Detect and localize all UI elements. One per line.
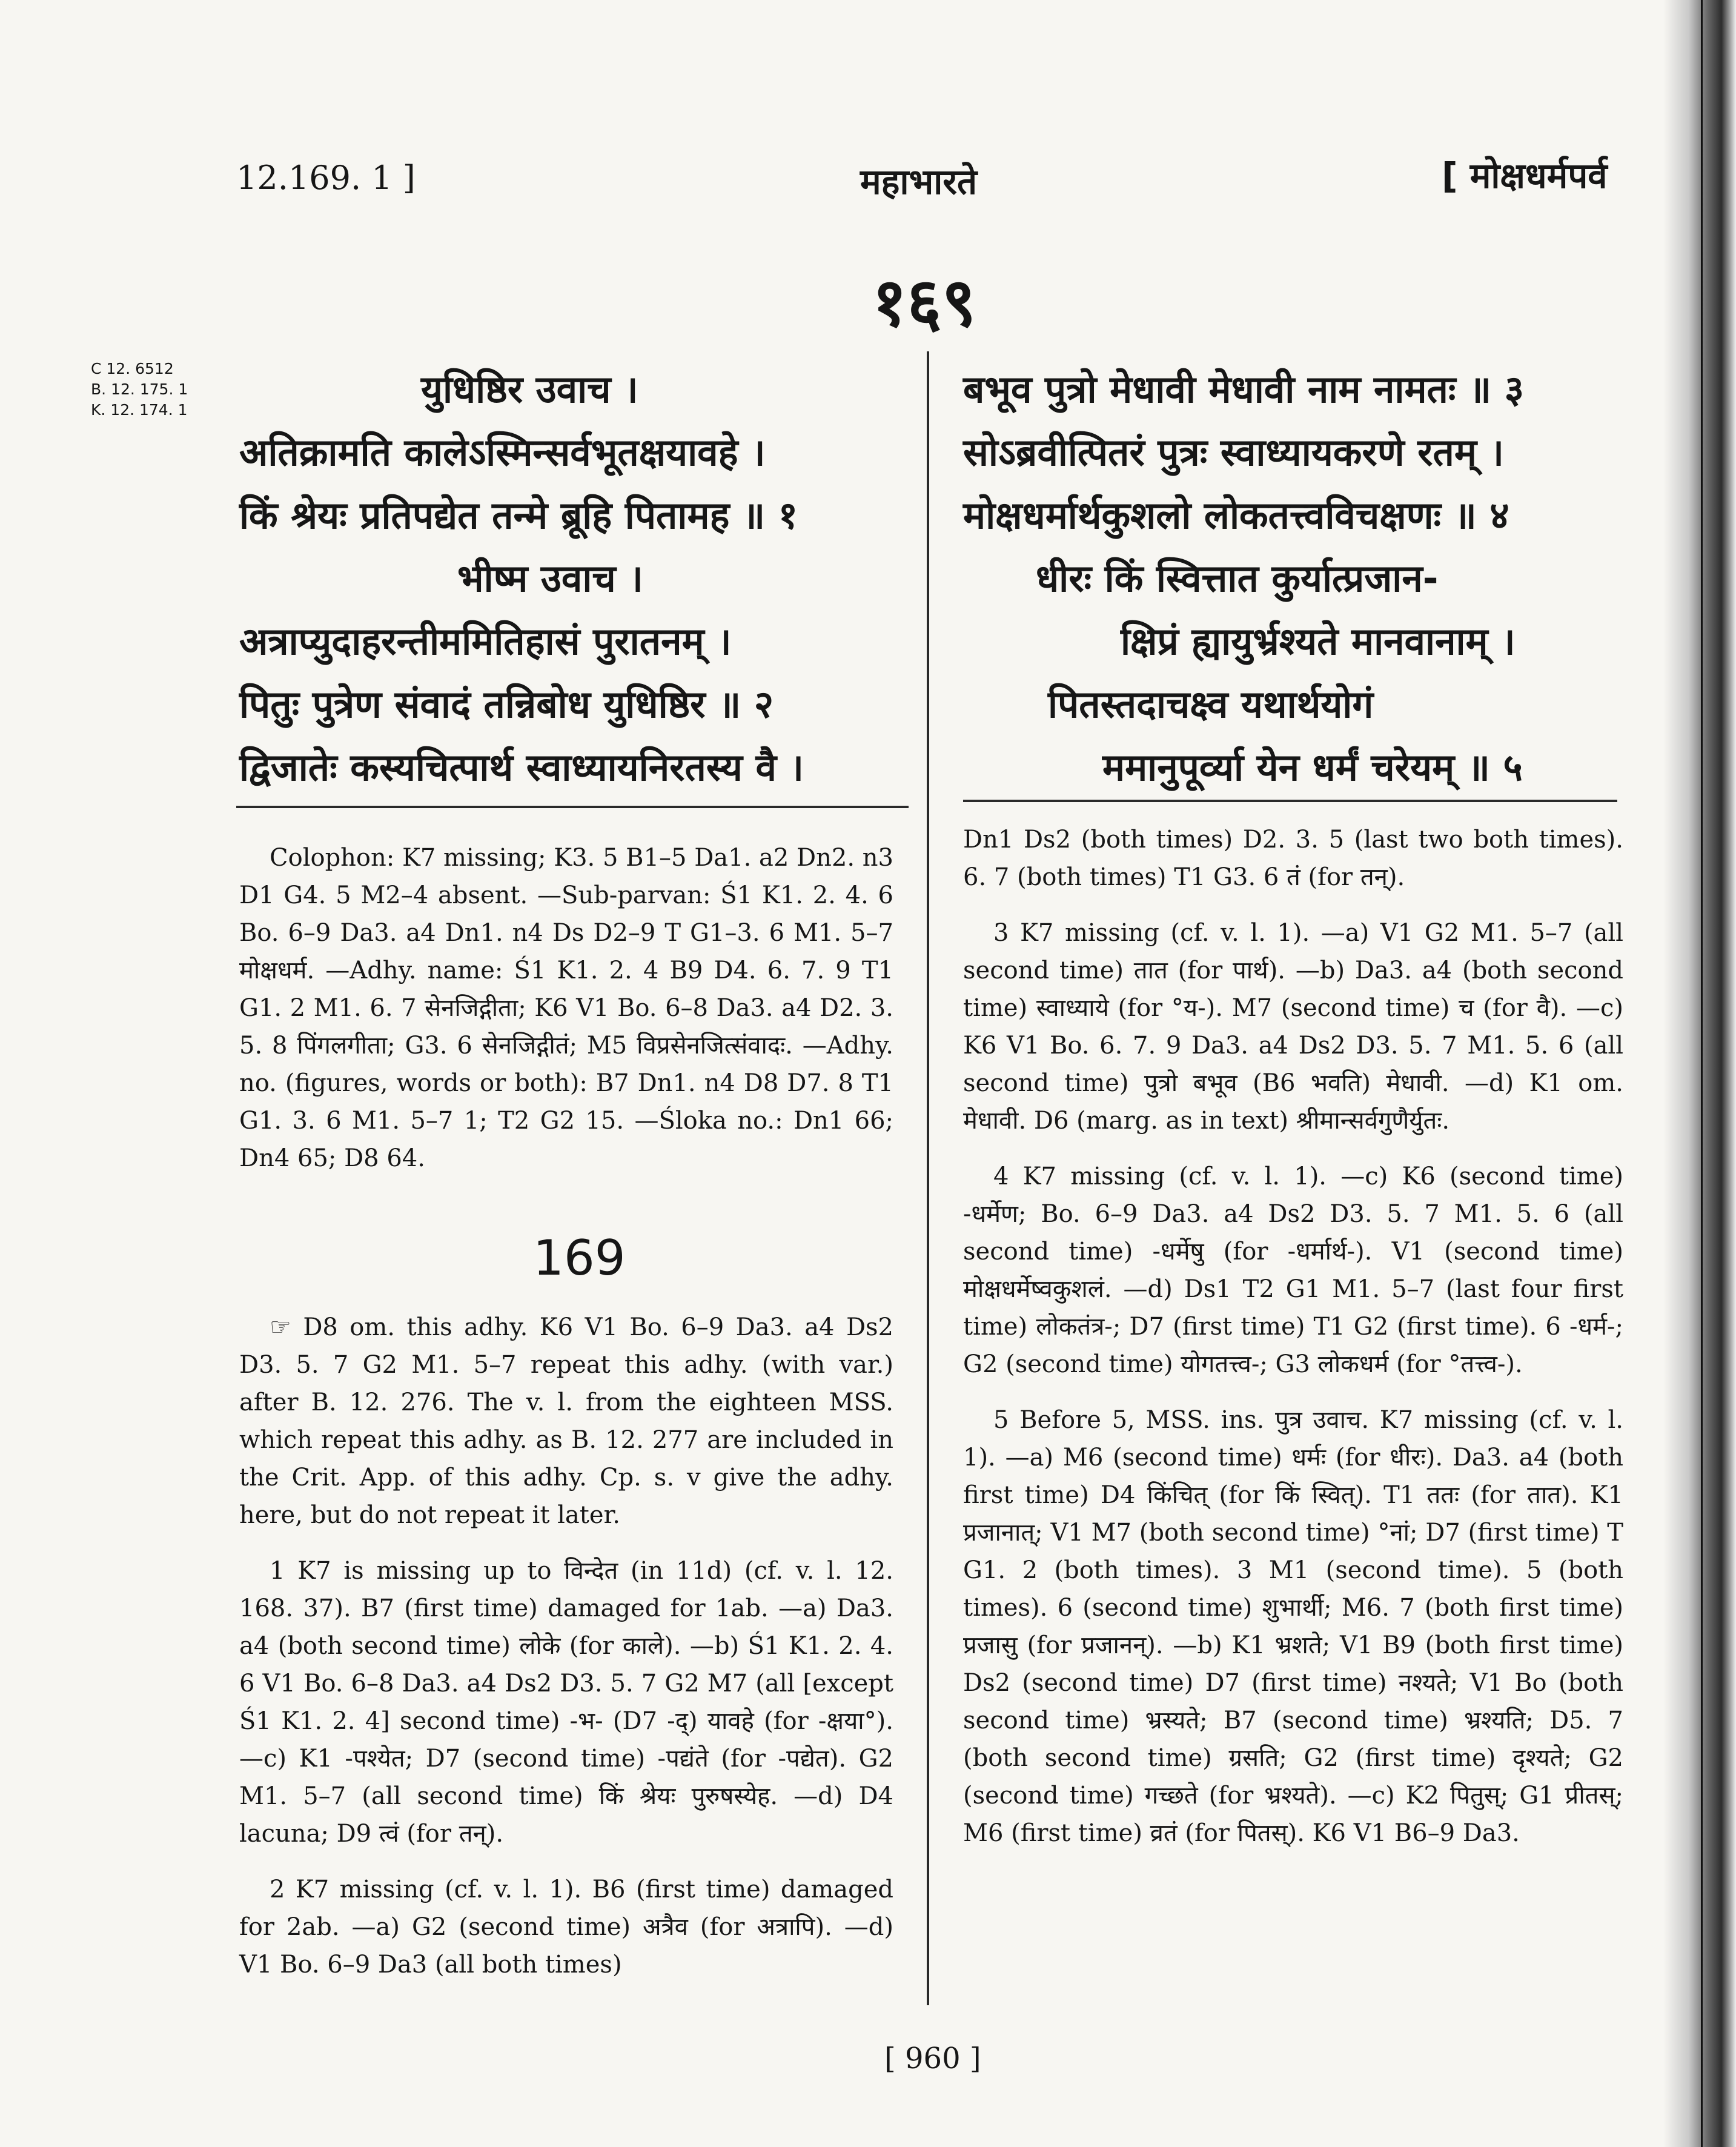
note-paragraph: 3 K7 missing (cf. v. l. 1). —a) V1 G2 M1. 5–7 (all second time) तात (for पार्थ). —b) Da3. a4 (both second time) स्वाध्याये (for °य-). M7 (second time) च (for वै). —c) K6 V1 Bo. 6. 7. 9 Da3. a4 Ds2 D3. 5. 7 M1. 5. 6 (all second time) पुत्रो बभूव (B6 भवति) मेधावी. —d) K1 om. मेधावी. D6 (marg. as in text) श्रीमान्सर्वगुणैर्युतः. [963, 919, 1623, 1135]
chapter-number-devanagari: १६९ [872, 264, 976, 341]
page-edge-line [1701, 0, 1703, 2147]
verse-block-left [239, 367, 804, 812]
concordance-c: C 12. 6512 [91, 360, 174, 377]
note-paragraph: Colophon: K7 missing; K3. 5 B1–5 Da1. a2 Dn2. n3 D1 G4. 5 M2–4 absent. —Sub-parvan: Ś1 K1. 2. 4. 6 Bo. 6–9 Da3. a4 Dn1. n4 Ds D2–9 T G1–3. 6 M1. 5–7 मोक्षधर्म. —Adhy. name: Ś1 K1. 2. 4 B9 D4. 6. 7. 9 T1 G1. 2 M1. 6. 7 सेनजिद्गीता; K6 V1 Bo. 6–8 Da3. a4 D2. 3. 5. 8 पिंगलगीता; G3. 6 सेनजिद्गीतं; M5 विप्रसेनजित्संवादः. —Adhy. no. (figures, words or both): B7 Dn1. n4 D8 D7. 8 T1 G1. 3. 6 M1. 5–7 1; T2 G2 15. —Śloka no.: Dn1 66; Dn4 65; D8 64. [239, 844, 893, 1172]
rule-left [236, 806, 909, 808]
concordance-refs [91, 359, 188, 420]
verse-line: ममानुपूर्व्या येन धर्मं चरेयम् ॥ ५ [1102, 745, 1523, 789]
note-paragraph: ☞ D8 om. this adhy. K6 V1 Bo. 6–9 Da3. a4 Ds2 D3. 5. 7 G2 M1. 5–7 repeat this adhy. (with var.) after B. 12. 276. The v. l. from the eighteen MSS. which repeat this adhy. as B. 12. 277 are included in the Crit. App. of this adhy. Cp. s. v give the adhy. here, but do not repeat it later. [239, 1313, 893, 1529]
chapter-number-arabic: 169 [533, 1230, 626, 1286]
note-paragraph: 4 K7 missing (cf. v. l. 1). —c) K6 (second time) -धर्मेण; Bo. 6–9 Da3. a4 Ds2 D3. 5. 7 M1. 5. 6 (all second time) -धर्मेषु (for -धर्मार्थ-). V1 (second time) मोक्षधर्मेष्वकुशलं. —d) Ds1 T2 G1 M1. 5–7 (last four first time) लोकतंत्र-; D7 (first time) T1 G2 (first time). 6 -धर्म-; G2 (second time) योगतत्त्व-; G3 लोकधर्म (for °तत्त्व-). [963, 1163, 1623, 1378]
verse-line: पितस्तदाचक्ष्व यथार्थयोगं [1048, 682, 1374, 726]
verse-line: क्षिप्रं ह्यायुर्भ्रश्यते मानवानाम् । [1121, 619, 1516, 663]
verse-line: भीष्म उवाच । [457, 556, 643, 600]
note-paragraph: Dn1 Ds2 (both times) D2. 3. 5 (last two both times). 6. 7 (both times) T1 G3. 6 तं (for तन्). [963, 826, 1623, 891]
verse-line: युधिष्ठिर उवाच । [421, 367, 638, 411]
verse-line: अत्राप्युदाहरन्तीममितिहासं पुरातनम् । [239, 619, 732, 663]
rule-right [963, 800, 1617, 802]
verse-line: धीरः किं स्वित्तात कुर्यात्प्रजान- [1036, 556, 1439, 600]
verse-line: द्विजातेः कस्यचित्पार्थ स्वाध्यायनिरतस्य वै । [239, 745, 804, 789]
running-head-title: महाभारते [860, 161, 978, 202]
verse-line: किं श्रेयः प्रतिपद्येत तन्मे ब्रूहि पितामह ॥ १ [239, 493, 798, 537]
verse-line: मोक्षधर्मार्थकुशलो लोकतत्त्वविचक्षणः ॥ ४ [963, 493, 1509, 537]
notes-right [963, 821, 1623, 1870]
page-edge-shadow [1663, 0, 1736, 2147]
concordance-k: K. 12. 174. 1 [91, 401, 188, 419]
verse-line: सोऽब्रवीत्पितरं पुत्रः स्वाध्यायकरणे रतम् । [963, 430, 1505, 474]
verse-line: अतिक्रामति कालेऽस्मिन्सर्वभूतक्षयावहे । [239, 430, 766, 474]
colophon-note [239, 839, 893, 1195]
concordance-b: B. 12. 175. 1 [91, 380, 188, 398]
running-head-parvan: [ मोक्षधर्मपर्व [1442, 155, 1608, 196]
page-number: [ 960 ] [884, 2042, 981, 2076]
verse-line: बभूव पुत्रो मेधावी मेधावी नाम नामतः ॥ ३ [963, 367, 1524, 411]
running-head-reference: 12.169. 1 ] [236, 159, 416, 197]
notes-left-main [239, 1309, 893, 2002]
note-paragraph: 2 K7 missing (cf. v. l. 1). B6 (first time) damaged for 2ab. —a) G2 (second time) अत्रैव (for अत्रापि). —d) V1 Bo. 6–9 Da3 (all both times) [239, 1876, 893, 1979]
verse-block-right [963, 367, 1524, 812]
note-paragraph: 1 K7 is missing up to विन्देत (in 11d) (cf. v. l. 12. 168. 37). B7 (first time) damaged for 1ab. —a) Da3. a4 (both second time) लोके (for काले). —b) Ś1 K1. 2. 4. 6 V1 Bo. 6–8 Da3. a4 Ds2 D3. 5. 7 G2 M7 (all [except Ś1 K1. 2. 4] second time) -भ- (D7 -द्) यावहे (for -क्षया°). —c) K1 -पश्येत; D7 (second time) -पद्यंते (for -पद्येत). G2 M1. 5–7 (all second time) किं श्रेयः पुरुषस्येह. —d) D4 lacuna; D9 त्वं (for तन्). [239, 1557, 893, 1848]
column-divider [927, 351, 929, 2005]
verse-line: पितुः पुत्रेण संवादं तन्निबोध युधिष्ठिर ॥ २ [239, 682, 774, 726]
note-paragraph: 5 Before 5, MSS. ins. पुत्र उवाच. K7 missing (cf. v. l. 1). —a) M6 (second time) धर्मः (for धीरः). Da3. a4 (both first time) D4 किंचित् (for किं स्वित्). T1 ततः (for तात). K1 प्रजानात्; V1 M7 (both second time) °नां; D7 (first time) T G1. 2 (both times). 3 M1 (second time). 5 (both times). 6 (second time) शुभार्थी; M6. 7 (both first time) प्रजासु (for प्रजानन्). —b) K1 भ्रशते; V1 B9 (both first time) Ds2 (second time) D7 (first time) नश्यते; V1 Bo (both second time) भ्रस्यते; B7 (second time) भ्रश्यति; D5. 7 (both second time) ग्रसति; G2 (first time) दृश्यते; G2 (second time) गच्छते (for भ्रश्यते). —c) K2 पितुस्; G1 प्रीतस्; M6 (first time) व्रतं (for पितस्). K6 V1 B6–9 Da3. [963, 1406, 1623, 1847]
